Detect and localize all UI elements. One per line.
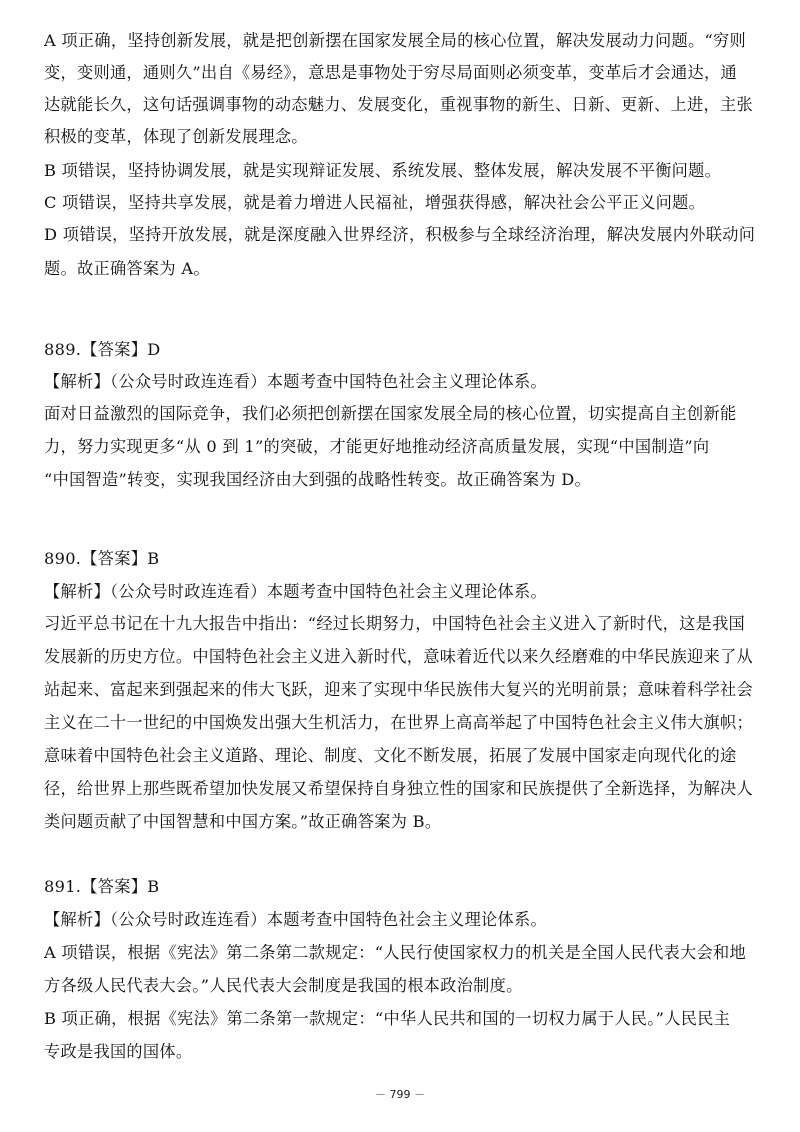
text-line: 力，努力实现更多“从 0 到 1”的突破，才能更好地推动经济高质量发展，实现“中国制造”向 (44, 437, 710, 456)
page-number: － 799 － (375, 1088, 425, 1101)
text-line: A 项错误，根据《宪法》第二条第二款规定：“人民行使国家权力的机关是全国人民代表大会和地 (44, 943, 746, 962)
text-line: 习近平总书记在十九大报告中指出：“经过长期努力，中国特色社会主义进入了新时代，这是我国 (44, 614, 746, 633)
answer-heading-890: 890.【答案】B (44, 549, 160, 568)
text-line: C 项错误，坚持共享发展，就是着力增进人民福祉，增强获得感，解决社会公平正义问题。 (44, 193, 706, 212)
text-line: 面对日益激烈的国际竞争，我们必须把创新摆在国家发展全局的核心位置，切实提高自主创新能 (44, 404, 737, 423)
text-line: “中国智造”转变，实现我国经济由大到强的战略性转变。故正确答案为 D。 (44, 470, 591, 489)
text-line: B 项正确，根据《宪法》第二条第一款规定：“中华人民共和国的一切权力属于人民。”人民民主 (44, 1009, 731, 1028)
text-line: 发展新的历史方位。中国特色社会主义进入新时代，意味着近代以来久经磨难的中华民族迎来了从 (44, 647, 753, 666)
answer-heading-889: 889.【答案】D (44, 340, 161, 359)
text-line: 变，变则通，通则久”出自《易经》，意思是事物处于穷尽局面则必须变革，变革后才会通达，通 (44, 63, 737, 82)
analysis-heading: 【解析】（公众号时政连连看）本题考查中国特色社会主义理论体系。 (44, 582, 548, 601)
text-line: 达就能长久，这句话强调事物的动态魅力、发展变化，重视事物的新生、日新、更新、上进，主张 (44, 95, 753, 114)
text-line: 专政是我国的国体。 (44, 1042, 193, 1061)
analysis-heading: 【解析】（公众号时政连连看）本题考查中国特色社会主义理论体系。 (44, 372, 548, 391)
text-line: D 项错误，坚持开放发展，就是深度融入世界经济，积极参与全球经济治理，解决发展内外联动问 (44, 225, 756, 244)
text-line: 意味着中国特色社会主义道路、理论、制度、文化不断发展，拓展了发展中国家走向现代化的途 (44, 746, 737, 765)
text-line: 主义在二十一世纪的中国焕发出强大生机活力，在世界上高高举起了中国特色社会主义伟大旗帜； (44, 713, 753, 732)
text-line: B 项错误，坚持协调发展，就是实现辩证发展、系统发展、整体发展，解决发展不平衡问题。 (44, 161, 722, 180)
text-line: 类问题贡献了中国智慧和中国方案。”故正确答案为 B。 (44, 812, 442, 831)
analysis-heading: 【解析】（公众号时政连连看）本题考查中国特色社会主义理论体系。 (44, 910, 548, 929)
text-line: 站起来、富起来到强起来的伟大飞跃，迎来了实现中华民族伟大复兴的光明前景；意味着科学社会 (44, 680, 753, 699)
text-line: 题。故正确答案为 A。 (44, 259, 210, 278)
text-line: 积极的变革，体现了创新发展理念。 (44, 127, 308, 146)
text-line: 径，给世界上那些既希望加快发展又希望保持自身独立性的国家和民族提供了全新选择，为解决人 (44, 779, 753, 798)
text-line: 方各级人民代表大会。”人民代表大会制度是我国的根本政治制度。 (44, 976, 523, 995)
answer-heading-891: 891.【答案】B (44, 877, 160, 896)
text-line: A 项正确，坚持创新发展，就是把创新摆在国家发展全局的核心位置，解决发展动力问题。“穷则 (44, 31, 746, 50)
